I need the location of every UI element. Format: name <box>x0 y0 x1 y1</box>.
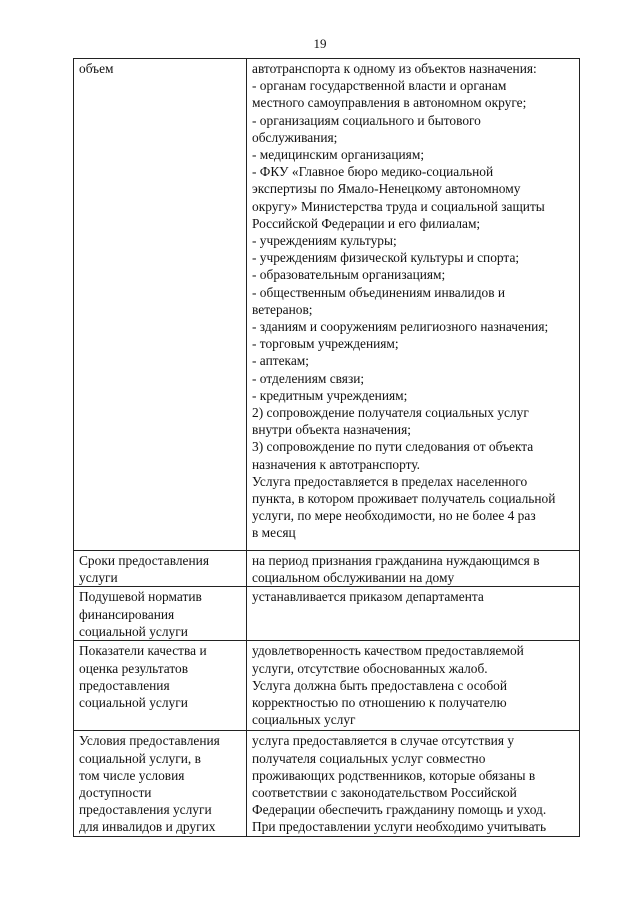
content-line: назначения к автотранспорту. <box>252 456 420 472</box>
content-line: - ФКУ «Главное бюро медико-социальной <box>252 164 494 180</box>
label-line: доступности <box>79 785 152 801</box>
content-line: экспертизы по Ямало-Ненецкому автономному <box>252 181 521 197</box>
content-line: - общественным объединениям инвалидов и <box>252 284 506 300</box>
content-line: - учреждениям физической культуры и спорта; <box>252 250 520 266</box>
content-line: 3) сопровождение по пути следования от объекта <box>252 439 534 455</box>
row-label <box>74 731 247 836</box>
page-number: 19 <box>313 36 327 51</box>
content-line: услуги, отсутствие обоснованных жалоб. <box>252 660 488 676</box>
content-line: удовлетворенность качеством предоставляемой <box>252 643 524 659</box>
content-line: - организациям социального и бытового <box>252 112 481 128</box>
content-line: - зданиям и сооружениям религиозного назначения; <box>252 319 549 335</box>
table-row <box>74 59 580 551</box>
row-content <box>247 587 580 641</box>
content-line: Услуга предоставляется в пределах населенного <box>252 473 528 489</box>
row-content <box>247 731 580 836</box>
label-line: объем <box>79 61 114 76</box>
label-line: услуги <box>79 570 118 586</box>
content-line: - кредитным учреждениям; <box>252 387 408 403</box>
content-line: Российской Федерации и его филиалам; <box>252 215 481 231</box>
table-row <box>74 551 580 587</box>
content-line: услуга предоставляется в случае отсутствия у <box>252 733 515 749</box>
content-line: проживающих родственников, которые обязаны в <box>252 767 536 783</box>
content-line: - органам государственной власти и органам <box>252 78 507 94</box>
content-line: корректностью по отношению к получателю <box>252 695 507 711</box>
content-line: получателя социальных услуг совместно <box>252 750 486 766</box>
content-line: на период признания гражданина нуждающимся в <box>252 553 540 568</box>
content-line: услуги, по мере необходимости, но не более 4 раз <box>252 508 536 524</box>
content-line: ветеранов; <box>252 301 313 317</box>
content-line: При предоставлении услуги необходимо учитывать <box>252 819 547 835</box>
content-line: округу» Министерства труда и социальной защиты <box>252 198 545 214</box>
label-line: том числе условия <box>79 767 185 783</box>
table-row <box>74 641 580 731</box>
content-line: Услуга должна быть предоставлена с особой <box>252 677 508 693</box>
label-line: социальной услуги <box>79 695 188 711</box>
row-content <box>247 551 580 587</box>
label-line: предоставления <box>79 677 170 693</box>
content-line: автотранспорта к одному из объектов назначения: <box>252 61 537 76</box>
row-content <box>247 641 580 731</box>
content-line: обслуживания; <box>252 129 338 145</box>
content-line: пункта, в котором проживает получатель социальной <box>252 491 556 507</box>
row-label <box>74 587 247 641</box>
content-line: местного самоуправления в автономном округе; <box>252 95 527 111</box>
content-line: - учреждениям культуры; <box>252 233 397 249</box>
content-line: социальном обслуживании на дому <box>252 570 455 586</box>
table-row <box>74 587 580 641</box>
content-line: - образовательным организациям; <box>252 267 446 283</box>
service-table <box>73 58 580 837</box>
row-label <box>74 551 247 587</box>
label-line: предоставления услуги <box>79 802 212 818</box>
label-line: Показатели качества и <box>79 643 207 659</box>
content-line: - отделениям связи; <box>252 370 365 386</box>
label-line: Сроки предоставления <box>79 553 209 568</box>
label-line: для инвалидов и других <box>79 819 216 835</box>
label-line: Условия предоставления <box>79 733 220 749</box>
content-line: устанавливается приказом департамента <box>252 589 484 605</box>
row-content <box>247 59 580 551</box>
content-line: социальных услуг <box>252 712 356 728</box>
content-line: внутри объекта назначения; <box>252 422 411 438</box>
label-line: Подушевой норматив <box>79 589 202 605</box>
label-line: финансирования <box>79 606 175 622</box>
content-line: Федерации обеспечить гражданину помощь и уход. <box>252 802 547 818</box>
content-line: соответствии с законодательством Российской <box>252 785 517 801</box>
label-line: оценка результатов <box>79 660 189 676</box>
label-line: социальной услуги <box>79 623 188 639</box>
row-label <box>74 641 247 731</box>
content-line: - торговым учреждениям; <box>252 336 399 352</box>
content-line: 2) сопровождение получателя социальных услуг <box>252 405 529 421</box>
content-line: в месяц <box>252 525 296 541</box>
content-line: - аптекам; <box>252 353 309 369</box>
table-row <box>74 731 580 836</box>
row-label <box>74 59 247 551</box>
label-line: социальной услуги, в <box>79 750 201 766</box>
content-line: - медицинским организациям; <box>252 147 425 163</box>
